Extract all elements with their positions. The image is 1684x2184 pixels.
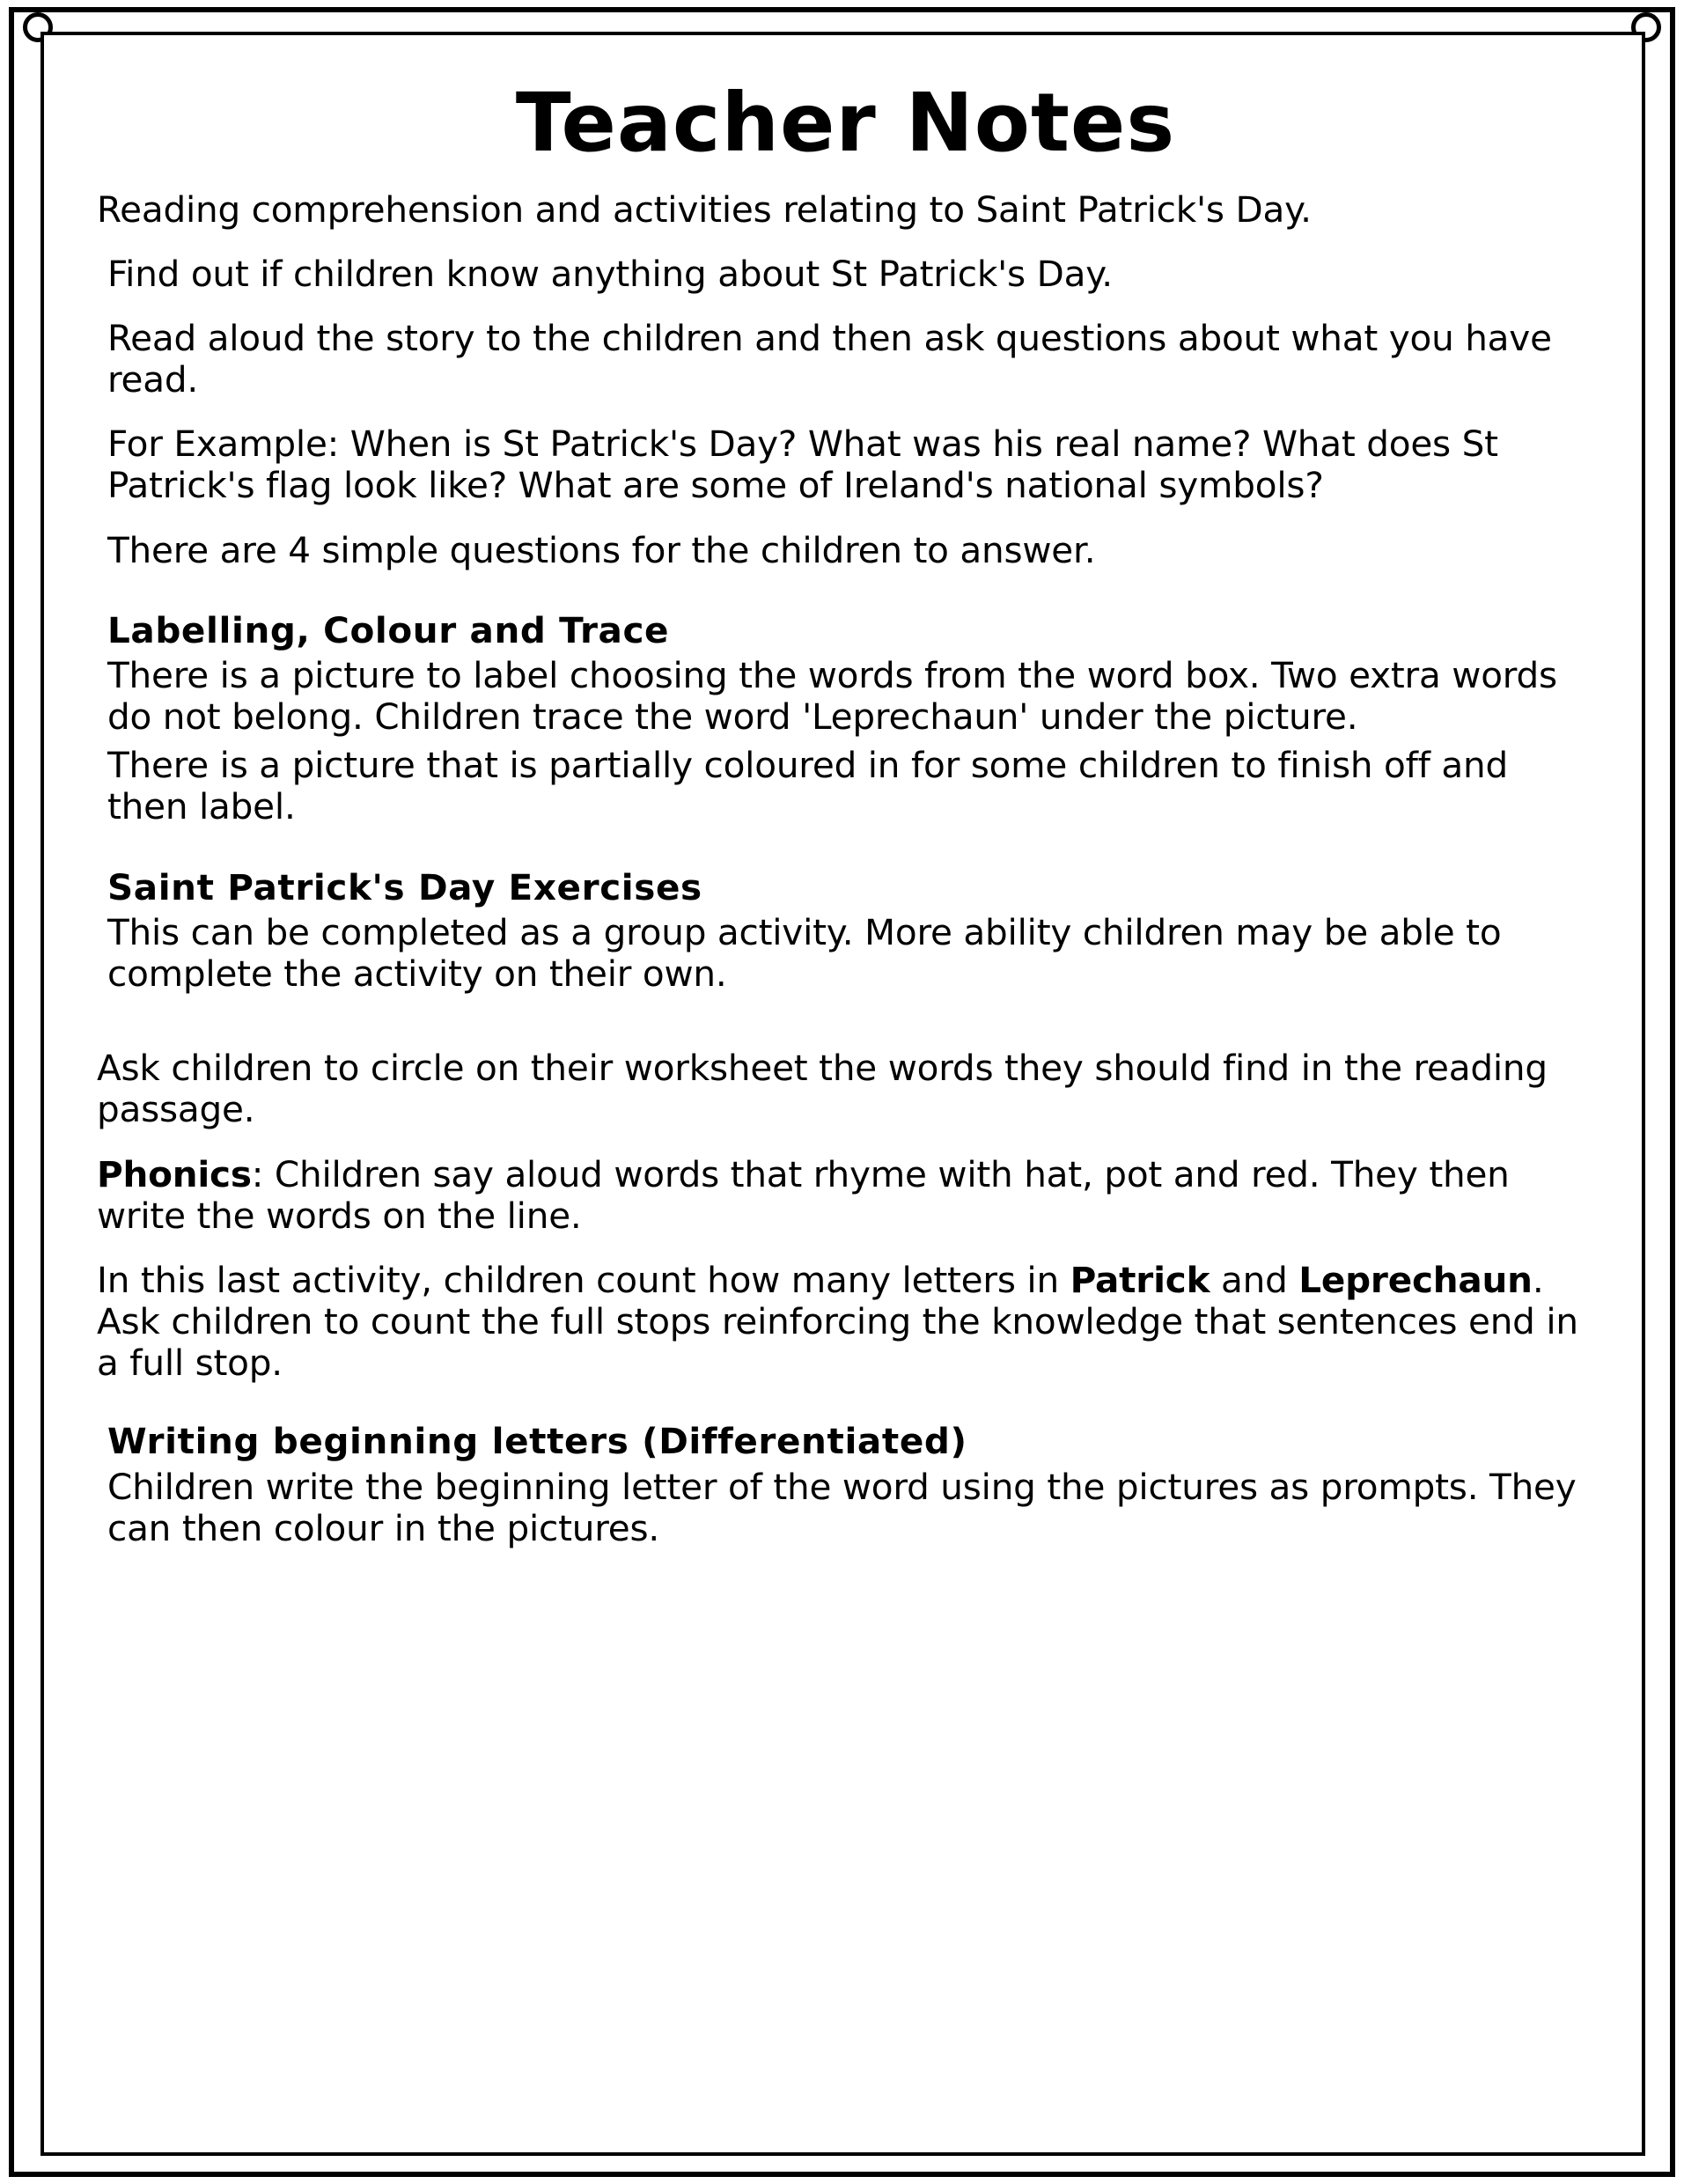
counting-bold-leprechaun: Leprechaun bbox=[1298, 1258, 1533, 1301]
spacer bbox=[97, 1033, 1594, 1048]
paragraph-counting bbox=[97, 1260, 1594, 1385]
inner-border bbox=[40, 32, 1645, 2156]
paragraph-writing: Children write the beginning letter of the word using the pictures as prompts. They can then colour in the pictures. bbox=[107, 1465, 1577, 1549]
paragraph-labelling-1: There is a picture to label choosing the words from the word box. Two extra words do not belong. Children trace the word 'Leprechaun' under the picture. bbox=[107, 653, 1557, 739]
paragraph-phonics bbox=[97, 1154, 1594, 1237]
section-heading-exercises: Saint Patrick's Day Exercises bbox=[107, 865, 702, 908]
paragraph-find-out: Find out if children know anything about St Patrick's Day. bbox=[107, 252, 1113, 295]
paragraph-for-example: For Example: When is St Patrick's Day? What was his real name? What does St Patrick's flag look like? What are some of Ireland's national symbols? bbox=[107, 423, 1498, 507]
phonics-text: : Children say aloud words that rhyme with hat, pot and red. They then write the words on the line. bbox=[97, 1152, 1510, 1237]
page-title: Teacher Notes bbox=[515, 76, 1176, 170]
paragraph-four-questions: There are 4 simple questions for the children to answer. bbox=[107, 528, 1096, 571]
notes-body bbox=[97, 189, 1594, 1549]
paragraph-labelling-2: There is a picture that is partially coloured in for some children to finish off and then label. bbox=[107, 744, 1508, 828]
paragraph-intro: Reading comprehension and activities relating to Saint Patrick's Day. bbox=[97, 188, 1312, 231]
document-content bbox=[97, 76, 1594, 2117]
counting-part-1: In this last activity, children count how many letters in bbox=[97, 1258, 1070, 1301]
section-heading-labelling: Labelling, Colour and Trace bbox=[107, 608, 670, 651]
paragraph-read-aloud: Read aloud the story to the children and then ask questions about what you have read. bbox=[107, 316, 1552, 401]
section-heading-writing: Writing beginning letters (Differentiated) bbox=[107, 1420, 967, 1463]
phonics-label: Phonics bbox=[97, 1152, 252, 1195]
spacer bbox=[97, 1407, 1594, 1421]
counting-part-3: . Ask children to count the full stops reinforcing the knowledge that sentences end in a full stop. bbox=[97, 1258, 1578, 1385]
paragraph-circle-words: Ask children to circle on their worksheet the words they should find in the reading passage. bbox=[97, 1047, 1548, 1131]
paragraph-exercises-1: This can be completed as a group activity. More ability children may be able to complete the activity on their own. bbox=[107, 910, 1502, 995]
counting-part-2: and bbox=[1210, 1258, 1299, 1301]
counting-bold-patrick: Patrick bbox=[1070, 1258, 1210, 1301]
